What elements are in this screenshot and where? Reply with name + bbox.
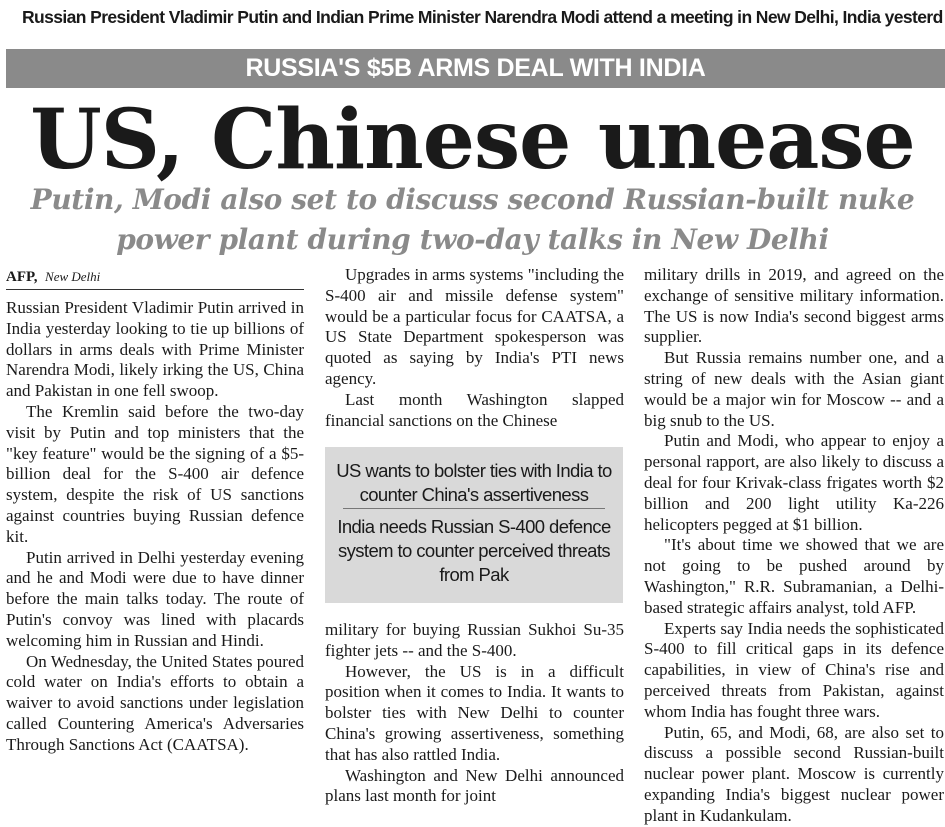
pull-quote-2: India needs Russian S-400 defence system to counter perceived threats from Pak [337,516,611,585]
paragraph: However, the US is in a difficult position when it comes to India. It wants to bolster ties with New Delhi to counter China's growing assertiveness, something that has also rattled India. [325,661,624,764]
paragraph: But Russia remains number one, and a string of new deals with the Asian giant would be a major win for Moscow -- and a big snub to the US. [644,348,944,430]
paragraph: Putin and Modi, who appear to enjoy a personal rapport, are also likely to discuss a deal for four Krivak-class frigates worth $2 billion and 200 light utility Ka-226 helicopters pegged at $1 billion. [644,431,944,534]
paragraph: military for buying Russian Sukhoi Su-35 fighter jets -- and the S-400. [325,620,624,660]
byline-rule [6,289,304,290]
paragraph: Last month Washington slapped financial sanctions on the Chinese [325,389,624,430]
paragraph: Washington and New Delhi announced plans last month for joint [325,765,624,806]
photo-caption: Russian President Vladimir Putin and Indian Prime Minister Narendra Modi attend a meeting in New Delhi, India yesterd [22,7,943,27]
paragraph: Putin arrived in Delhi yesterday evening and he and Modi were due to have dinner before the main talks today. The route of Putin's convoy was lined with placards welcoming him in Russian and Hindi. [6,547,304,650]
kicker-banner: RUSSIA'S $5B ARMS DEAL WITH INDIA [6,49,945,88]
paragraph: military drills in 2019, and agreed on the exchange of sensitive military information. The US is now India's second biggest arms supplier. [644,265,944,347]
article-column-2-bottom [325,620,624,810]
subheadline [0,180,945,260]
subheadline-line-2: power plant during two-day talks in New Delhi [116,223,829,256]
byline-agency: AFP, [6,269,38,285]
paragraph: Russian President Vladimir Putin arrived in India yesterday looking to tie up billions of dollars in arms deals with Prime Minister Narendra Modi, likely irking the US, China and Pakistan in one fell swoop. [6,298,304,401]
paragraph: Putin, 65, and Modi, 68, are also set to discuss a possible second Russian-built nuclear power plant. Moscow is currently expanding India's biggest nuclear power plant in Kudankulam. [644,722,944,825]
headline: US, Chinese unease [30,92,915,188]
paragraph: The Kremlin said before the two-day visit by Putin and top ministers that the "key feature" would be the signing of a $5-billion deal for the S-400 air defence system, despite the risk of US sanctions against countries buying Russian defence kit. [6,401,304,546]
paragraph: Upgrades in arms systems "including the S-400 air and missile defense system" would be a particular focus for CAATSA, a US State Department spokesperson was quoted as saying by India's PTI news agency. [325,265,624,388]
subheadline-line-1: Putin, Modi also set to discuss second Russian-built nuke [30,183,915,216]
byline-place: New Delhi [45,269,101,284]
pull-quote-1: US wants to bolster ties with India to counter China's assertiveness [336,460,612,505]
paragraph: Experts say India needs the sophisticated S-400 to fill critical gaps in its defence capabilities, in view of China's rise and perceived threats from Pakistan, against whom India has fought three wars. [644,618,944,721]
paragraph: "It's about time we showed that we are not going to be pushed around by Washington," R.R. Subramanian, a Delhi-based strategic affairs analyst, told AFP. [644,535,944,617]
article-column-3 [644,265,944,825]
byline [6,267,304,288]
paragraph: On Wednesday, the United States poured cold water on India's efforts to obtain a waiver to avoid sanctions under legislation called Countering America's Adversaries Through Sanctions Act (CAATSA). [6,651,304,754]
article-column-1 [6,298,304,808]
pull-quote-box [325,447,623,603]
pull-quote-divider [343,508,605,509]
article-column-2-top [325,265,624,435]
